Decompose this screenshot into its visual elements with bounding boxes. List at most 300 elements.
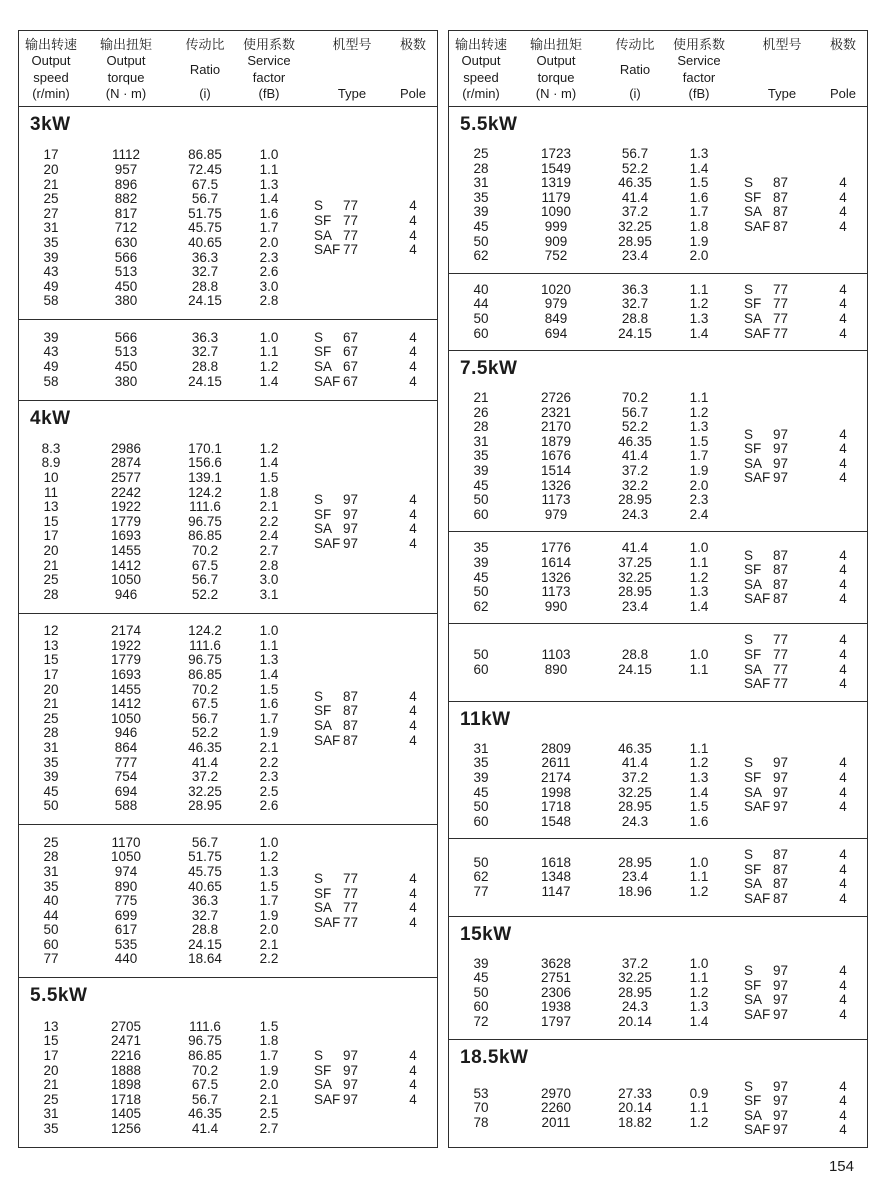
ratio-value: 36.3 xyxy=(191,329,219,345)
output-speed-value: 44 xyxy=(43,907,59,923)
data-grid xyxy=(19,624,297,814)
type-series: SA xyxy=(314,718,333,734)
header-en: speed xyxy=(463,69,499,85)
output-speed-value: 78 xyxy=(473,1115,489,1131)
output-speed-value: 8.9 xyxy=(41,455,61,471)
type-size: 77 xyxy=(343,213,359,229)
output-torque-value: 694 xyxy=(114,783,138,799)
pole-value: 4 xyxy=(839,755,847,771)
output-torque-value: 1147 xyxy=(541,883,571,899)
service-factor-value: 2.8 xyxy=(259,557,279,573)
pole-value: 4 xyxy=(839,204,847,220)
output-torque-value: 2174 xyxy=(540,769,572,785)
ratio-value: 52.2 xyxy=(191,586,219,602)
output-speed-value: 58 xyxy=(43,373,59,389)
output-torque-value: 1050 xyxy=(110,710,142,726)
data-grid xyxy=(449,391,727,522)
type-value xyxy=(744,563,820,578)
output-speed-value: 17 xyxy=(43,147,59,163)
output-torque-value: 817 xyxy=(114,205,138,221)
ratio-value: 96.75 xyxy=(188,652,222,668)
type-value xyxy=(314,214,390,229)
ratio-value: 139.1 xyxy=(188,470,222,486)
data-grid xyxy=(449,1087,727,1131)
ratio-value: 70.2 xyxy=(191,681,219,697)
output-torque-value: 1879 xyxy=(540,433,572,449)
service-factor-value: 1.5 xyxy=(259,681,279,697)
ratio-value: 18.64 xyxy=(188,951,222,967)
type-size: 77 xyxy=(343,915,359,930)
type-size: 97 xyxy=(773,426,789,442)
output-speed-value: 62 xyxy=(473,869,489,885)
output-speed-value: 60 xyxy=(473,506,489,522)
type-series: SF xyxy=(314,885,332,901)
service-factor-value: 2.4 xyxy=(689,506,709,522)
ratio-value: 37.25 xyxy=(618,555,652,570)
service-factor-value: 1.0 xyxy=(689,955,709,971)
type-value xyxy=(744,633,820,648)
service-factor-value: 1.1 xyxy=(689,970,709,986)
service-factor-value: 1.1 xyxy=(689,740,709,756)
type-series: SA xyxy=(744,576,763,592)
ratio-value: 32.25 xyxy=(618,784,652,800)
service-factor-value: 1.7 xyxy=(259,1048,279,1064)
output-torque-value: 2970 xyxy=(540,1085,572,1101)
output-torque-value: 1326 xyxy=(540,569,572,585)
type-pole-grid xyxy=(744,633,866,691)
output-torque-value: 979 xyxy=(544,296,568,312)
header-en: Output xyxy=(31,53,71,69)
type-size: 77 xyxy=(343,900,359,916)
ratio-value: 96.75 xyxy=(188,513,222,529)
pole-value: 4 xyxy=(839,1122,847,1138)
ratio-value: 124.2 xyxy=(188,623,222,639)
ratio-value: 111.6 xyxy=(189,499,221,515)
type-value xyxy=(314,243,390,258)
output-torque-value: 2216 xyxy=(110,1048,142,1064)
ratio-value: 46.35 xyxy=(188,739,222,755)
header-output-speed xyxy=(19,37,83,101)
pole-value: 4 xyxy=(409,242,417,258)
service-factor-value: 3.1 xyxy=(259,586,279,602)
service-factor-value: 1.7 xyxy=(259,220,279,236)
header-type xyxy=(744,37,820,101)
pole-value: 4 xyxy=(409,213,417,229)
header-spacer xyxy=(727,37,744,101)
type-series: SF xyxy=(744,769,762,785)
type-series: SA xyxy=(314,521,333,537)
output-speed-value: 39 xyxy=(473,204,489,220)
type-series: SF xyxy=(744,646,762,662)
service-factor-value: 1.9 xyxy=(689,463,709,479)
type-series: SAF xyxy=(744,591,771,607)
service-factor-value: 1.1 xyxy=(259,637,279,653)
output-torque-value: 1548 xyxy=(540,813,572,829)
service-factor-value: 1.1 xyxy=(259,161,279,177)
type-pole-grid xyxy=(314,199,436,257)
output-torque-value: 1020 xyxy=(540,281,572,297)
ratio-value: 28.95 xyxy=(618,984,652,1000)
type-series: S xyxy=(744,175,754,191)
type-size: 97 xyxy=(343,491,359,507)
output-torque-value: 617 xyxy=(114,922,138,938)
data-block xyxy=(449,624,867,700)
ratio-value: 170.1 xyxy=(188,440,222,456)
output-torque-value: 1549 xyxy=(540,160,572,176)
header-en: Pole xyxy=(399,86,427,101)
service-factor-value: 1.9 xyxy=(259,1062,279,1078)
pole-value: 4 xyxy=(839,426,847,442)
ratio-value: 111.6 xyxy=(189,1018,221,1034)
pole-value: 4 xyxy=(839,861,847,877)
type-series: S xyxy=(744,281,754,297)
type-size: 77 xyxy=(773,325,789,341)
type-size: 67 xyxy=(343,358,359,374)
data-block xyxy=(449,948,867,1039)
ratio-value: 32.7 xyxy=(191,264,219,280)
pole-value: 4 xyxy=(839,876,847,892)
output-speed-value: 35 xyxy=(43,1121,59,1137)
data-block xyxy=(19,320,437,399)
output-torque-value: 1888 xyxy=(110,1062,142,1078)
output-speed-value: 72 xyxy=(473,1014,489,1029)
pole-value: 4 xyxy=(409,1048,417,1064)
header-en: Output xyxy=(106,53,146,69)
type-value xyxy=(744,1123,820,1138)
data-block xyxy=(19,1009,437,1147)
output-speed-value: 25 xyxy=(43,834,59,850)
type-series: SA xyxy=(744,992,763,1008)
service-factor-value: 1.4 xyxy=(259,455,279,471)
data-grid xyxy=(19,1020,297,1137)
output-speed-value: 31 xyxy=(43,220,59,236)
ratio-value: 28.95 xyxy=(618,233,652,249)
ratio-value: 41.4 xyxy=(621,448,649,464)
type-value xyxy=(744,457,820,472)
type-value xyxy=(744,979,820,994)
type-size: 97 xyxy=(343,506,359,522)
pole-value: 4 xyxy=(839,847,847,863)
service-factor-value: 1.2 xyxy=(259,849,279,865)
output-torque-value: 1326 xyxy=(540,477,572,493)
type-value xyxy=(744,220,820,235)
ratio-value: 46.35 xyxy=(618,175,652,191)
ratio-value: 24.15 xyxy=(188,936,222,952)
ratio-value: 28.8 xyxy=(621,310,649,326)
type-series: S xyxy=(744,847,754,863)
type-series: SAF xyxy=(314,732,341,748)
service-factor-value: 2.5 xyxy=(259,1106,279,1122)
output-torque-value: 1455 xyxy=(110,543,142,559)
output-speed-value: 60 xyxy=(473,813,489,829)
output-speed-value: 60 xyxy=(473,661,489,677)
output-speed-value: 21 xyxy=(43,557,59,573)
output-speed-value: 10 xyxy=(43,470,59,486)
service-factor-value: 2.4 xyxy=(259,528,279,544)
type-value xyxy=(314,493,390,508)
type-pole-grid xyxy=(314,493,436,551)
service-factor-value: 1.0 xyxy=(259,329,279,345)
output-torque-value: 890 xyxy=(114,878,138,894)
header-zh: 极数 xyxy=(829,37,856,52)
pole-value: 4 xyxy=(409,344,417,360)
pole-value: 4 xyxy=(839,977,847,993)
ratio-value: 37.2 xyxy=(621,204,649,220)
output-speed-value: 43 xyxy=(43,344,59,360)
type-size: 97 xyxy=(343,535,359,551)
type-series: SF xyxy=(744,296,762,312)
type-size: 97 xyxy=(773,1107,789,1123)
header-unit: (i) xyxy=(199,86,211,101)
ratio-value: 124.2 xyxy=(188,484,222,500)
service-factor-value: 1.4 xyxy=(689,784,709,800)
service-factor-value: 2.8 xyxy=(259,293,279,309)
output-torque-value: 1614 xyxy=(540,555,572,570)
type-size: 77 xyxy=(343,198,359,214)
type-size: 87 xyxy=(773,562,789,578)
output-torque-value: 775 xyxy=(114,893,138,909)
output-torque-value: 1514 xyxy=(540,463,572,479)
output-speed-value: 20 xyxy=(43,681,59,697)
type-size: 77 xyxy=(343,242,359,258)
type-size: 97 xyxy=(773,455,789,471)
service-factor-value: 1.2 xyxy=(689,569,709,585)
ratio-value: 27.33 xyxy=(618,1085,652,1101)
ratio-value: 24.3 xyxy=(621,506,649,522)
type-size: 77 xyxy=(773,676,789,692)
output-torque-value: 2577 xyxy=(110,470,142,486)
service-factor-value: 1.6 xyxy=(259,696,279,712)
type-size: 97 xyxy=(773,1122,789,1138)
pole-value: 4 xyxy=(839,591,847,607)
type-size: 97 xyxy=(773,769,789,785)
output-torque-value: 957 xyxy=(114,161,138,177)
type-size: 87 xyxy=(773,591,789,607)
output-speed-value: 39 xyxy=(473,555,489,570)
output-speed-value: 60 xyxy=(473,325,489,341)
type-value xyxy=(314,734,390,749)
output-speed-value: 31 xyxy=(43,1106,59,1122)
ratio-value: 32.25 xyxy=(618,218,652,234)
header-ratio xyxy=(169,37,241,101)
data-grid xyxy=(449,957,727,1030)
header-en: Ratio xyxy=(189,61,221,77)
type-series: S xyxy=(744,547,754,563)
output-torque-value: 1898 xyxy=(110,1077,142,1093)
header-en: Output xyxy=(536,53,576,69)
section-title: 5.5kW xyxy=(30,985,88,1007)
type-value xyxy=(744,863,820,878)
service-factor-value: 1.4 xyxy=(689,1014,709,1029)
service-factor-value: 1.4 xyxy=(259,191,279,207)
ratio-value: 86.85 xyxy=(188,528,222,544)
output-speed-value: 11 xyxy=(43,484,58,500)
service-factor-value: 2.6 xyxy=(259,264,279,280)
type-series: SAF xyxy=(744,1122,771,1138)
ratio-value: 37.2 xyxy=(191,769,219,785)
service-factor-value: 1.2 xyxy=(689,404,709,420)
service-factor-value: 2.1 xyxy=(259,1091,279,1107)
ratio-value: 111.6 xyxy=(189,637,221,653)
output-speed-value: 17 xyxy=(43,528,59,544)
ratio-value: 56.7 xyxy=(621,404,649,420)
pole-value: 4 xyxy=(839,676,847,692)
service-factor-value: 2.2 xyxy=(259,754,279,770)
output-speed-value: 25 xyxy=(43,572,59,588)
header-pole xyxy=(390,37,436,101)
output-torque-value: 1319 xyxy=(540,175,572,191)
type-size: 97 xyxy=(773,799,789,815)
output-speed-value: 27 xyxy=(43,205,59,221)
header-zh: 使用系数 xyxy=(672,37,725,52)
table-header xyxy=(449,31,867,107)
type-value xyxy=(744,191,820,206)
type-value xyxy=(744,578,820,593)
output-torque-value: 1998 xyxy=(540,784,572,800)
type-series: SAF xyxy=(314,373,341,389)
output-speed-value: 21 xyxy=(43,176,59,192)
output-torque-value: 630 xyxy=(114,234,138,250)
output-torque-value: 380 xyxy=(114,293,138,309)
type-value xyxy=(744,283,820,298)
service-factor-value: 2.6 xyxy=(259,798,279,814)
pole-value: 4 xyxy=(839,562,847,578)
type-size: 87 xyxy=(773,891,789,907)
data-grid xyxy=(449,742,727,830)
output-torque-value: 1173 xyxy=(541,492,571,508)
type-series: S xyxy=(314,1048,324,1064)
service-factor-value: 2.3 xyxy=(259,769,279,785)
type-series: SF xyxy=(314,344,332,360)
output-torque-value: 380 xyxy=(114,373,138,389)
ratio-value: 67.5 xyxy=(191,1077,219,1093)
type-pole-grid xyxy=(744,283,866,341)
service-factor-value: 2.3 xyxy=(689,492,709,508)
type-size: 87 xyxy=(773,576,789,592)
output-speed-value: 39 xyxy=(473,769,489,785)
type-size: 77 xyxy=(343,885,359,901)
type-value xyxy=(314,887,390,902)
output-speed-value: 39 xyxy=(473,955,489,971)
output-speed-value: 77 xyxy=(43,951,59,967)
service-factor-value: 1.0 xyxy=(689,646,709,662)
output-torque-value: 754 xyxy=(114,769,138,785)
ratio-value: 23.4 xyxy=(621,869,649,885)
pole-value: 4 xyxy=(409,885,417,901)
pole-value: 4 xyxy=(839,296,847,312)
data-block xyxy=(19,825,437,977)
type-series: SAF xyxy=(314,535,341,551)
ratio-value: 28.95 xyxy=(618,799,652,815)
header-unit: (i) xyxy=(629,86,641,101)
type-series: SA xyxy=(314,1077,333,1093)
output-speed-value: 50 xyxy=(473,310,489,326)
ratio-value: 46.35 xyxy=(618,740,652,756)
output-torque-value: 588 xyxy=(114,798,138,814)
ratio-value: 32.7 xyxy=(191,344,219,360)
type-value xyxy=(744,1080,820,1095)
pole-value: 4 xyxy=(409,227,417,243)
ratio-value: 24.15 xyxy=(188,373,222,389)
output-speed-value: 26 xyxy=(473,404,489,420)
section-title: 3kW xyxy=(30,114,71,135)
output-torque-value: 450 xyxy=(114,358,138,374)
output-speed-value: 35 xyxy=(473,755,489,771)
type-series: SA xyxy=(744,204,763,220)
section-title: 7.5kW xyxy=(460,358,518,380)
type-series: SAF xyxy=(744,218,771,234)
output-torque-value: 1112 xyxy=(111,147,141,163)
type-series: S xyxy=(744,1078,754,1094)
service-factor-value: 1.0 xyxy=(259,834,279,850)
output-torque-value: 890 xyxy=(544,661,568,677)
output-speed-value: 17 xyxy=(43,667,59,682)
type-size: 97 xyxy=(773,977,789,993)
output-speed-value: 15 xyxy=(43,652,59,668)
ratio-value: 67.5 xyxy=(191,557,219,573)
type-value xyxy=(314,1064,390,1079)
service-factor-value: 2.5 xyxy=(259,783,279,799)
service-factor-value: 1.1 xyxy=(689,281,709,297)
type-value xyxy=(314,508,390,523)
type-pole-grid xyxy=(744,1080,866,1138)
output-torque-value: 990 xyxy=(544,598,568,614)
header-en: factor xyxy=(252,69,286,85)
ratio-value: 41.4 xyxy=(621,540,649,556)
service-factor-value: 1.1 xyxy=(689,869,709,885)
output-speed-value: 13 xyxy=(43,499,59,515)
output-torque-value: 1412 xyxy=(110,696,142,712)
output-torque-value: 1938 xyxy=(540,999,572,1015)
header-en: Ratio xyxy=(619,61,651,77)
output-speed-value: 39 xyxy=(473,463,489,479)
output-speed-value: 50 xyxy=(473,799,489,815)
pole-value: 4 xyxy=(409,915,417,930)
type-series: SA xyxy=(314,900,333,916)
data-block xyxy=(19,614,437,825)
service-factor-value: 1.4 xyxy=(689,325,709,341)
output-torque-value: 3628 xyxy=(540,955,572,971)
type-series: SF xyxy=(744,441,762,457)
service-factor-value: 2.0 xyxy=(259,1077,279,1093)
type-size: 97 xyxy=(773,1078,789,1094)
pole-value: 4 xyxy=(409,329,417,345)
type-value xyxy=(744,176,820,191)
service-factor-value: 1.6 xyxy=(689,189,709,205)
output-speed-value: 45 xyxy=(473,218,489,234)
header-service-factor xyxy=(671,37,727,101)
pole-value: 4 xyxy=(839,784,847,800)
output-torque-value: 1090 xyxy=(540,204,572,220)
output-torque-value: 2242 xyxy=(110,484,142,500)
header-unit: (r/min) xyxy=(462,85,500,101)
output-speed-value: 44 xyxy=(473,296,489,312)
type-size: 87 xyxy=(773,847,789,863)
header-type xyxy=(314,37,390,101)
output-speed-value: 50 xyxy=(473,492,489,508)
type-value xyxy=(744,1109,820,1124)
type-value xyxy=(744,663,820,678)
type-value xyxy=(314,916,390,931)
output-torque-value: 999 xyxy=(544,218,568,234)
ratio-value: 28.95 xyxy=(618,584,652,600)
type-series: SF xyxy=(744,562,762,578)
type-series: SF xyxy=(314,213,332,229)
service-factor-value: 1.2 xyxy=(689,296,709,312)
ratio-value: 28.8 xyxy=(191,358,219,374)
output-torque-value: 1922 xyxy=(110,637,142,653)
output-speed-value: 13 xyxy=(43,1018,59,1034)
